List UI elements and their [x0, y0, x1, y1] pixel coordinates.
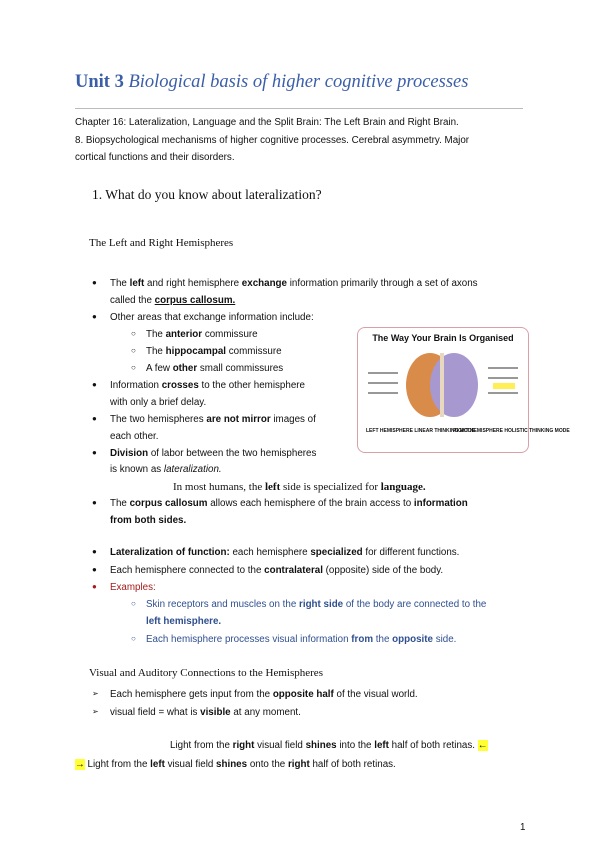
- text-run: shines: [216, 759, 248, 770]
- text-run: with only a brief delay.: [110, 397, 207, 408]
- image-caption: The Way Your Brain Is Organised: [372, 333, 514, 343]
- text-run: The: [146, 346, 166, 357]
- text-line: [131, 599, 487, 610]
- text-run: images of: [270, 414, 316, 425]
- text-run: Light from the: [170, 740, 233, 751]
- bullet-icon: ○: [131, 363, 136, 372]
- text-run: right side: [299, 599, 344, 610]
- text-run: specialized: [310, 547, 363, 558]
- text-run: ←: [477, 740, 488, 751]
- page-number: 1: [520, 822, 526, 833]
- text-line: [92, 414, 316, 425]
- text-run: Skin receptors and muscles on the: [146, 599, 300, 610]
- text-run: left: [264, 481, 281, 493]
- text-run: of labor between the two hemispheres: [148, 448, 317, 459]
- title-rule: [75, 108, 523, 109]
- unit-title: [75, 72, 468, 93]
- section-heading: The Left and Right Hemispheres: [89, 237, 234, 249]
- text-run: of the body are connected to the: [343, 599, 487, 610]
- bullet-icon: ➢: [92, 689, 99, 698]
- text-run: half of both retinas.: [309, 759, 396, 770]
- text-line: [92, 498, 468, 509]
- unit-number: Unit 3: [75, 72, 124, 92]
- text-line: [110, 431, 158, 442]
- text-run: information primarily through a set of axons: [287, 278, 478, 289]
- text-run: visible: [200, 707, 231, 718]
- text-line: [170, 740, 488, 751]
- text-run: contralateral: [264, 565, 323, 576]
- text-run: to the other hemisphere: [198, 380, 305, 391]
- text-run: Each hemisphere processes visual information: [146, 634, 352, 645]
- text-run: left: [374, 740, 389, 751]
- text-run: The: [110, 278, 130, 289]
- brain-illustration: [358, 343, 528, 423]
- bullet-icon: ●: [92, 414, 97, 423]
- text-run: left: [150, 759, 165, 770]
- text-run: opposite half: [272, 689, 334, 700]
- text-run: other: [172, 363, 198, 374]
- text-run: into the: [336, 740, 375, 751]
- text-run: is known as: [110, 464, 164, 475]
- bullet-icon: ○: [131, 634, 136, 643]
- text-line: [110, 397, 206, 408]
- text-line: [131, 329, 258, 340]
- bullet-icon: ●: [92, 547, 97, 556]
- brain-organisation-image: [357, 327, 570, 453]
- text-run: Each hemisphere connected to the: [110, 565, 265, 576]
- text-run: The two hemispheres: [110, 414, 207, 425]
- text-line: [92, 689, 418, 700]
- text-run: corpus callosum.: [154, 295, 236, 306]
- text-run: from both sides.: [110, 515, 187, 526]
- text-run: left: [129, 278, 145, 289]
- text-run: right: [287, 759, 310, 770]
- text-run: visual field: [164, 759, 217, 770]
- center-note: [173, 481, 426, 493]
- section-heading: Visual and Auditory Connections to the Hemispheres: [89, 667, 323, 679]
- bullet-icon: ○: [131, 599, 136, 608]
- text-run: visual field = what is: [110, 707, 201, 718]
- text-run: onto the: [247, 759, 288, 770]
- text-line: [92, 278, 478, 289]
- text-run: language.: [380, 481, 426, 493]
- bullet-icon: ●: [92, 582, 97, 591]
- right-hemisphere-label: RIGHT HEMISPHERE HOLISTIC THINKING MODE: [453, 428, 570, 434]
- bullet-icon: ●: [92, 448, 97, 457]
- text-run: at any moment.: [230, 707, 301, 718]
- text-line: [131, 363, 284, 374]
- bullet-icon: ➢: [92, 707, 99, 716]
- text-run: opposite: [392, 634, 433, 645]
- bullet-icon: ○: [131, 329, 136, 338]
- text-run: corpus callosum: [129, 498, 208, 509]
- text-run: each other.: [110, 431, 159, 442]
- text-run: side is specialized for: [280, 481, 381, 493]
- text-run: In most humans, the: [173, 481, 265, 493]
- text-run: commissure: [226, 346, 282, 357]
- text-run: Lateralization of function:: [110, 547, 230, 558]
- text-line: [92, 707, 301, 718]
- text-run: half of both retinas.: [388, 740, 478, 751]
- text-line: [146, 616, 221, 627]
- text-run: called the: [110, 295, 155, 306]
- text-line: [131, 634, 457, 645]
- text-line: [75, 759, 396, 770]
- text-run: anterior: [165, 329, 203, 340]
- text-run: allows each hemisphere of the brain access to: [207, 498, 414, 509]
- text-run: are not mirror: [206, 414, 271, 425]
- left-hemisphere-label: LEFT HEMISPHERE LINEAR THINKING MODE: [366, 428, 475, 434]
- text-run: Other areas that exchange information include:: [110, 312, 314, 323]
- chapter-line: Chapter 16: Lateralization, Language and the Split Brain: The Left Brain and Right Brain.: [75, 117, 459, 128]
- bullet-icon: ●: [92, 278, 97, 287]
- text-run: Each hemisphere gets input from the: [110, 689, 273, 700]
- bullet-icon: ●: [92, 312, 97, 321]
- text-run: lateralization.: [163, 464, 222, 475]
- text-run: visual field: [254, 740, 306, 751]
- text-run: The: [110, 498, 130, 509]
- text-run: right: [232, 740, 255, 751]
- text-run: crosses: [161, 380, 199, 391]
- text-run: (opposite) side of the body.: [322, 565, 444, 576]
- text-run: exchange: [241, 278, 287, 289]
- question-heading: 1. What do you know about lateralization?: [92, 187, 322, 202]
- text-run: and right hemisphere: [144, 278, 242, 289]
- text-run: for different functions.: [362, 547, 460, 558]
- unit-subtitle: Biological basis of higher cognitive processes: [128, 72, 469, 92]
- text-run: The: [146, 329, 166, 340]
- text-run: each hemisphere: [229, 547, 311, 558]
- text-line: [110, 295, 235, 306]
- text-run: shines: [305, 740, 337, 751]
- text-run: hippocampal: [165, 346, 227, 357]
- text-run: Division: [110, 448, 149, 459]
- text-line: [131, 346, 282, 357]
- text-line: [110, 515, 186, 526]
- text-run: Examples:: [110, 582, 156, 593]
- text-line: [92, 582, 156, 593]
- text-run: A few: [146, 363, 173, 374]
- text-run: information: [413, 498, 468, 509]
- text-run: left hemisphere.: [146, 616, 222, 627]
- text-run: Information: [110, 380, 162, 391]
- text-run: side.: [432, 634, 457, 645]
- text-run: from: [351, 634, 374, 645]
- bullet-icon: ●: [92, 498, 97, 507]
- text-run: →: [75, 759, 85, 770]
- chapter-line: cortical functions and their disorders.: [75, 152, 235, 163]
- bullet-icon: ●: [92, 380, 97, 389]
- text-line: [92, 312, 314, 323]
- bullet-icon: ●: [92, 565, 97, 574]
- bullet-icon: ○: [131, 346, 136, 355]
- text-run: the: [373, 634, 393, 645]
- text-run: of the visual world.: [333, 689, 418, 700]
- text-line: [92, 380, 305, 391]
- chapter-line: 8. Biopsychological mechanisms of higher cognitive processes. Cerebral asymmetry. Major: [75, 135, 470, 146]
- text-run: commissure: [202, 329, 258, 340]
- text-line: [92, 565, 444, 576]
- text-run: Light from the: [84, 759, 151, 770]
- text-run: small commissures: [197, 363, 284, 374]
- text-line: [110, 464, 222, 475]
- text-line: [92, 448, 317, 459]
- text-line: [92, 547, 460, 558]
